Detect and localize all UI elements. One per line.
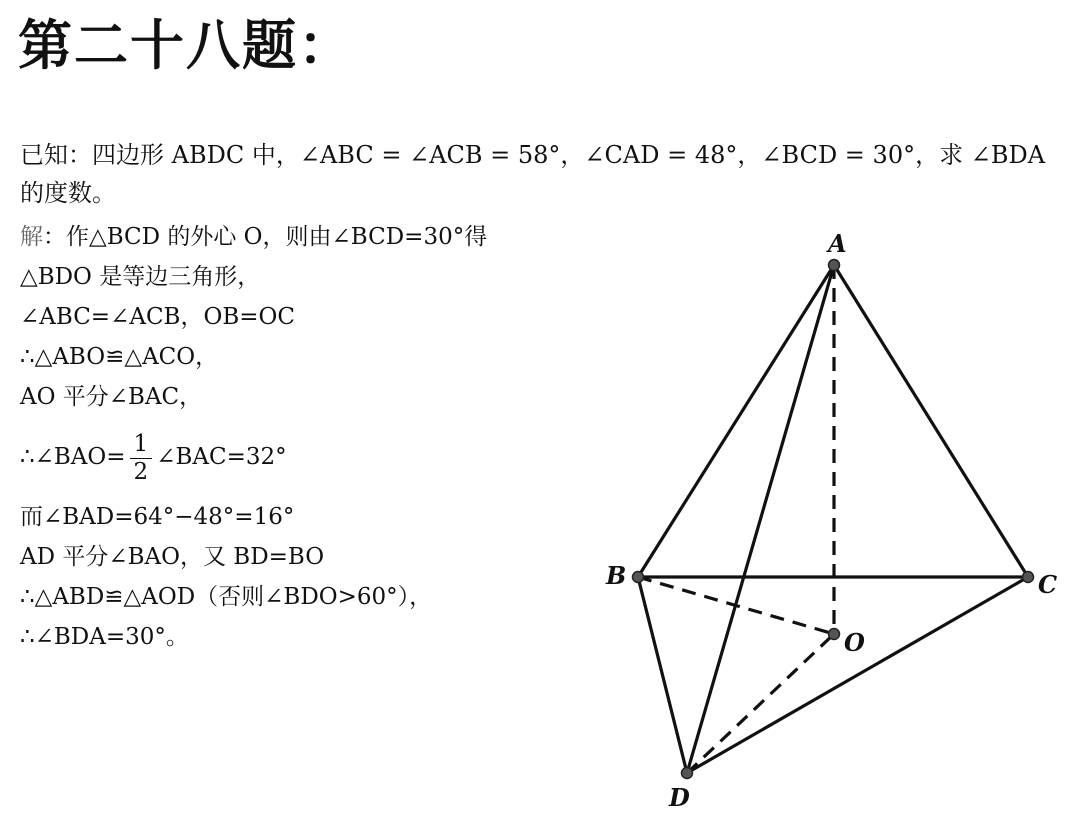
fraction-numerator: 1	[130, 431, 153, 459]
point-B	[633, 572, 644, 583]
label-O: O	[844, 628, 865, 657]
label-B: B	[606, 561, 627, 590]
segment-BD	[638, 577, 687, 773]
solution-line-3: ∠ABC=∠ACB，OB=OC	[20, 304, 295, 330]
point-O	[829, 629, 840, 640]
point-C	[1023, 572, 1034, 583]
solution-line-2: △BDO 是等边三角形，	[20, 264, 261, 290]
solution-line-10: ∴∠BDA=30°。	[20, 624, 189, 650]
point-A	[829, 260, 840, 271]
fraction-denominator: 2	[133, 458, 149, 485]
solution-line-1-text: ：作△BCD 的外心 O，则由∠BCD=30°得	[43, 224, 488, 250]
label-A: A	[828, 229, 847, 258]
segment-AC	[834, 265, 1028, 577]
solution-line-6-pre: ∴∠BAO=	[20, 444, 126, 470]
page-title: 第二十八题：	[18, 14, 354, 77]
point-D	[682, 768, 693, 779]
problem-statement: 已知：四边形 ABDC 中，∠ABC = ∠ACB = 58°，∠CAD = 48°，∠BCD = 30°，求 ∠BDA 的度数。	[20, 141, 1046, 207]
solution-line-8: AD 平分∠BAO，又 BD=BO	[20, 544, 325, 570]
solution-label: 解	[20, 224, 43, 250]
solution-line-4: ∴△ABO≌△ACO，	[20, 344, 219, 370]
solution-line-5: AO 平分∠BAC，	[20, 384, 203, 410]
label-D: D	[669, 783, 690, 812]
segment-DO	[687, 634, 834, 773]
solution-line-7: 而∠BAD=64°−48°=16°	[20, 504, 295, 530]
label-C: C	[1038, 570, 1058, 599]
solution-line-9: ∴△ABD≌△AOD（否则∠BDO>60°），	[20, 584, 433, 610]
solution-line-6-post: ∠BAC=32°	[156, 444, 287, 470]
segment-AD	[687, 265, 834, 773]
segment-BO	[638, 577, 834, 634]
segment-AB	[638, 265, 834, 577]
